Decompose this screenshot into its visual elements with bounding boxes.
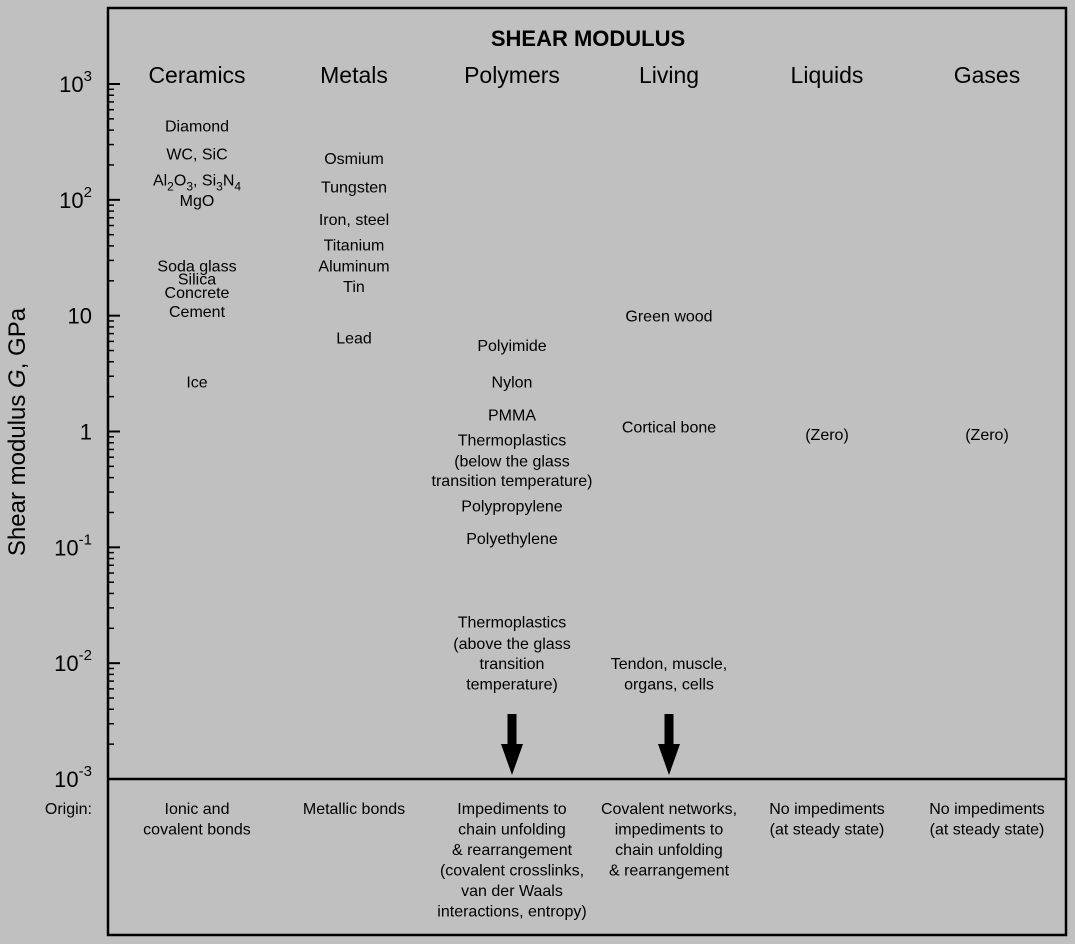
material-label-subscript: 4: [234, 179, 242, 194]
category-headers: [148, 62, 1020, 88]
material-label: Polypropylene: [461, 498, 563, 516]
origin-text-line: Covalent networks,: [600, 801, 738, 818]
y-tick-base: 1: [79, 419, 92, 445]
material-label: Lead: [336, 330, 372, 348]
material-label: Diamond: [164, 118, 230, 136]
material-label: Polyimide: [477, 337, 547, 355]
material-label-subscript: 3: [186, 179, 193, 194]
y-axis-label: [4, 307, 31, 556]
origin-text-line: (covalent crosslinks,: [439, 862, 585, 880]
origin-text-line: chain unfolding: [458, 821, 566, 839]
material-label: organs, cells: [624, 676, 714, 694]
y-tick-base: 10: [59, 187, 84, 213]
y-tick-label: [54, 531, 92, 560]
material-label: Thermoplastics: [457, 432, 567, 450]
category-header-gases: Gases: [953, 62, 1021, 88]
material-label-part: Al: [152, 172, 168, 190]
material-label: (above the glass: [453, 635, 571, 653]
origin-text-line: (at steady state): [929, 821, 1045, 839]
material-label: temperature): [466, 676, 558, 694]
origin-text-line: impediments to: [614, 821, 724, 839]
category-header-metals: Metals: [320, 62, 388, 88]
origin-text-line: No impediments: [929, 801, 1045, 818]
material-label: Aluminum: [318, 258, 390, 276]
plot-frame: [108, 8, 1066, 935]
y-tick-base: 10: [54, 535, 79, 561]
y-tick-label: [54, 647, 92, 676]
material-label: Nylon: [491, 374, 533, 392]
origin-text-line: interactions, entropy): [437, 903, 587, 921]
down-arrow-polymers: [501, 714, 523, 775]
origin-row-label: Origin:: [44, 801, 92, 818]
y-tick-exponent: -3: [78, 763, 92, 780]
material-label: (Zero): [805, 427, 849, 445]
y-tick-exponent: 3: [83, 68, 92, 85]
material-label-part: , Si: [193, 172, 217, 190]
origin-text-line: Metallic bonds: [302, 801, 406, 818]
material-label: Silica: [177, 271, 217, 289]
material-label: Soda glass: [157, 258, 237, 276]
y-axis-label-variable: G: [4, 369, 31, 388]
material-label: WC, SiC: [166, 146, 228, 164]
material-label: (Zero): [965, 427, 1009, 445]
origin-texts: [143, 801, 1045, 921]
material-label: Iron, steel: [318, 212, 390, 230]
material-label: Concrete: [164, 285, 230, 303]
y-tick-base: 10: [67, 303, 92, 329]
material-label-part: O: [173, 172, 187, 190]
material-label: Osmium: [324, 150, 384, 168]
y-axis-label-prefix: Shear modulus: [4, 387, 31, 557]
origin-text-line: chain unfolding: [615, 842, 723, 859]
material-label: Tendon, muscle,: [610, 656, 728, 674]
chart-title: SHEAR MODULUS: [490, 26, 686, 51]
material-label: Tungsten: [320, 179, 388, 197]
material-labels: [153, 118, 1009, 693]
material-label: PMMA: [488, 407, 536, 425]
material-label: Cortical bone: [621, 419, 717, 437]
material-label: MgO: [179, 192, 215, 210]
material-label: Titanium: [323, 237, 385, 255]
material-label-subscript: 2: [167, 179, 174, 194]
category-header-living: Living: [638, 62, 700, 88]
y-tick-base: 10: [54, 767, 79, 792]
material-label: transition temperature): [431, 473, 593, 491]
material-label: Polyethylene: [466, 531, 558, 549]
y-axis-label-units: , GPa: [4, 307, 31, 370]
category-header-polymers: Polymers: [464, 62, 560, 88]
down-arrow-living: [658, 714, 680, 775]
y-tick-base: 10: [54, 651, 79, 677]
y-tick-label: [54, 763, 92, 792]
y-tick-label: [59, 184, 92, 213]
y-tick-exponent: -1: [78, 531, 92, 549]
material-label: Tin: [343, 279, 365, 297]
origin-text-line: van der Waals: [461, 883, 563, 900]
material-label: transition: [479, 656, 545, 674]
y-tick-label: [59, 68, 92, 97]
material-label: Cement: [168, 303, 226, 321]
y-tick-label: [80, 420, 92, 445]
y-tick-exponent: 2: [83, 183, 92, 201]
material-label: Green wood: [625, 308, 713, 326]
y-tick-label: [68, 304, 92, 329]
downward-arrows: [501, 714, 680, 775]
material-label: Thermoplastics: [457, 614, 567, 632]
origin-text-line: Ionic and: [164, 801, 230, 818]
origin-text-line: & rearrangement: [608, 862, 730, 880]
material-label: Ice: [186, 374, 208, 392]
origin-text-line: & rearrangement: [451, 842, 573, 859]
category-header-ceramics: Ceramics: [148, 62, 246, 88]
origin-text-line: No impediments: [769, 801, 885, 818]
material-label: [153, 172, 241, 193]
origin-text-line: (at steady state): [769, 821, 885, 839]
material-label: (below the glass: [454, 453, 570, 471]
origin-text-line: Impediments to: [457, 801, 567, 818]
origin-text-line: covalent bonds: [143, 821, 251, 839]
material-label-subscript: 3: [216, 179, 223, 194]
y-tick-exponent: -2: [78, 647, 92, 665]
category-header-liquids: Liquids: [790, 62, 864, 88]
y-axis-ticks: [54, 68, 120, 792]
y-tick-base: 10: [59, 72, 84, 97]
material-label-part: N: [222, 172, 235, 190]
